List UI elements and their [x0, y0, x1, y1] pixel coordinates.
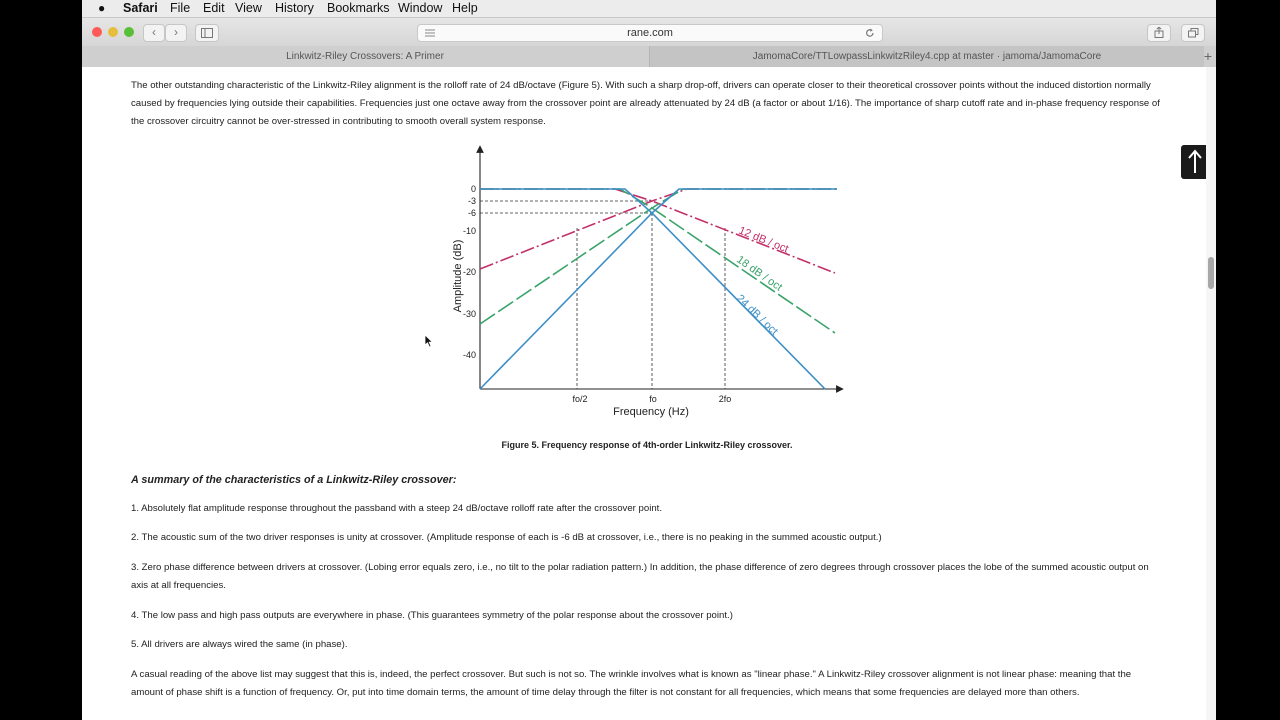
xtick-fo2: fo/2 — [572, 394, 588, 404]
tab-bar — [82, 46, 1216, 68]
safari-window — [82, 0, 1216, 720]
list-item-4: 4. The low pass and high pass outputs are everywhere in phase. (This guarantees symmetry of the polar response about the crossover point.) — [131, 610, 733, 621]
xtick-fo: fo — [649, 394, 657, 404]
summary-heading: A summary of the characteristics of a Linkwitz-Riley crossover: — [131, 474, 457, 486]
xtick-2fo: 2fo — [718, 394, 732, 404]
label-18db-oct: 18 dB / oct — [734, 253, 785, 294]
page-content — [82, 67, 1216, 720]
menu-window[interactable]: Window — [398, 1, 443, 15]
mouse-cursor — [424, 334, 434, 348]
y-axis-label: Amplitude (dB) — [452, 239, 464, 313]
ytick-minus3: -3 — [467, 196, 476, 206]
list-item-3: 3. Zero phase difference between drivers at crossover. (Lobing error equals zero, i.e., no tilt to the polar radiation pattern.) In addition, the phase difference of zero degrees through crossover places the lobe of the summed acoustic output on axis at all frequencies. — [131, 562, 1149, 592]
apple-icon[interactable]: ● — [98, 1, 106, 15]
label-12db-oct: 12 dB / oct — [736, 224, 791, 256]
menu-file[interactable]: File — [170, 1, 191, 15]
sidebar-icon — [201, 28, 213, 38]
intro-paragraph: The other outstanding characteristic of the Linkwitz-Riley alignment is the rolloff rate of 24 dB/octave (Figure 5). With such a sharp drop-off, drivers can operate closer to their theoretical crossover points without the induced distortion normally caused by frequencies lying outside their capabilities. Frequencies just one octave away from the crossover point are already attenuated by 24 dB (a factor or about 1/16). The importance of sharp cutoff rate and in-phase frequency response of the crossover circuitry cannot be over-stressed in contributing to smooth overall system response. — [131, 80, 1160, 128]
arrow-up-icon — [1181, 145, 1209, 179]
tabs-icon — [1188, 28, 1199, 38]
menu-bar — [82, 0, 1216, 18]
forward-button[interactable]: › — [165, 24, 187, 42]
menu-help[interactable]: Help — [452, 1, 478, 15]
x-axis-label: Frequency (Hz) — [613, 406, 689, 418]
ytick-0: 0 — [470, 184, 476, 194]
share-icon — [1154, 27, 1164, 38]
reader-icon[interactable] — [425, 29, 435, 37]
figure-5-frequency-response — [425, 143, 930, 428]
scrollbar-thumb[interactable] — [1208, 257, 1214, 289]
menu-edit[interactable]: Edit — [203, 1, 225, 15]
label-24db-oct: 24 dB / oct — [733, 292, 781, 338]
reload-icon[interactable] — [865, 28, 875, 38]
menu-bookmarks[interactable]: Bookmarks — [327, 1, 390, 15]
close-button[interactable] — [92, 27, 102, 37]
tab-jamomacore[interactable]: JamomaCore/TTLowpassLinkwitzRiley4.cpp at master · jamoma/JamomaCore — [649, 46, 1204, 67]
menu-history[interactable]: History — [275, 1, 314, 15]
address-bar[interactable] — [417, 24, 883, 42]
minimize-button[interactable] — [108, 27, 118, 37]
new-tab-button[interactable]: + — [1203, 48, 1213, 64]
toolbar — [82, 18, 1216, 46]
show-tabs-button[interactable] — [1181, 24, 1205, 42]
menu-view[interactable]: View — [235, 1, 262, 15]
menu-app-safari[interactable]: Safari — [123, 1, 158, 15]
page-scrollbar[interactable] — [1206, 67, 1216, 720]
list-item-5: 5. All drivers are always wired the same (in phase). — [131, 639, 348, 650]
sidebar-button[interactable] — [195, 24, 219, 42]
address-url: rane.com — [627, 27, 673, 39]
ytick-minus40: -40 — [462, 350, 476, 360]
ytick-minus10: -10 — [462, 226, 476, 236]
tab-linkwitz-riley[interactable]: Linkwitz-Riley Crossovers: A Primer — [286, 51, 444, 62]
ytick-minus30: -30 — [462, 309, 476, 319]
curve-12db-highpass — [480, 189, 837, 269]
curve-18db-lowpass — [480, 189, 835, 333]
list-item-1: 1. Absolutely flat amplitude response throughout the passband with a steep 24 dB/octave rolloff rate after the crossover point. — [131, 503, 663, 514]
back-button[interactable]: ‹ — [143, 24, 165, 42]
closing-paragraph: A casual reading of the above list may suggest that this is, indeed, the perfect crossover. But such is not so. The wrinkle involves what is known as "linear phase." A Linkwitz-Riley crossover alignment is not linear phase: meaning that the amount of phase shift is a function of frequency. Or, put into time domain terms, the amount of time delay through the filter is not constant for all frequencies, which means that some frequencies are delayed more than others. — [131, 669, 1132, 699]
curve-18db-highpass — [480, 189, 837, 324]
ytick-minus20: -20 — [462, 267, 476, 277]
list-item-2: 2. The acoustic sum of the two driver responses is unity at crossover. (Amplitude response of each is -6 dB at crossover, i.e., there is no peaking in the summed acoustic output.) — [131, 532, 882, 543]
figure-caption: Figure 5. Frequency response of 4th-order Linkwitz-Riley crossover. — [501, 440, 793, 450]
zoom-button[interactable] — [124, 27, 134, 37]
share-button[interactable] — [1147, 24, 1171, 42]
back-to-top-button[interactable] — [1181, 145, 1209, 179]
ytick-minus6: -6 — [467, 208, 476, 218]
curve-12db-lowpass — [480, 189, 835, 273]
